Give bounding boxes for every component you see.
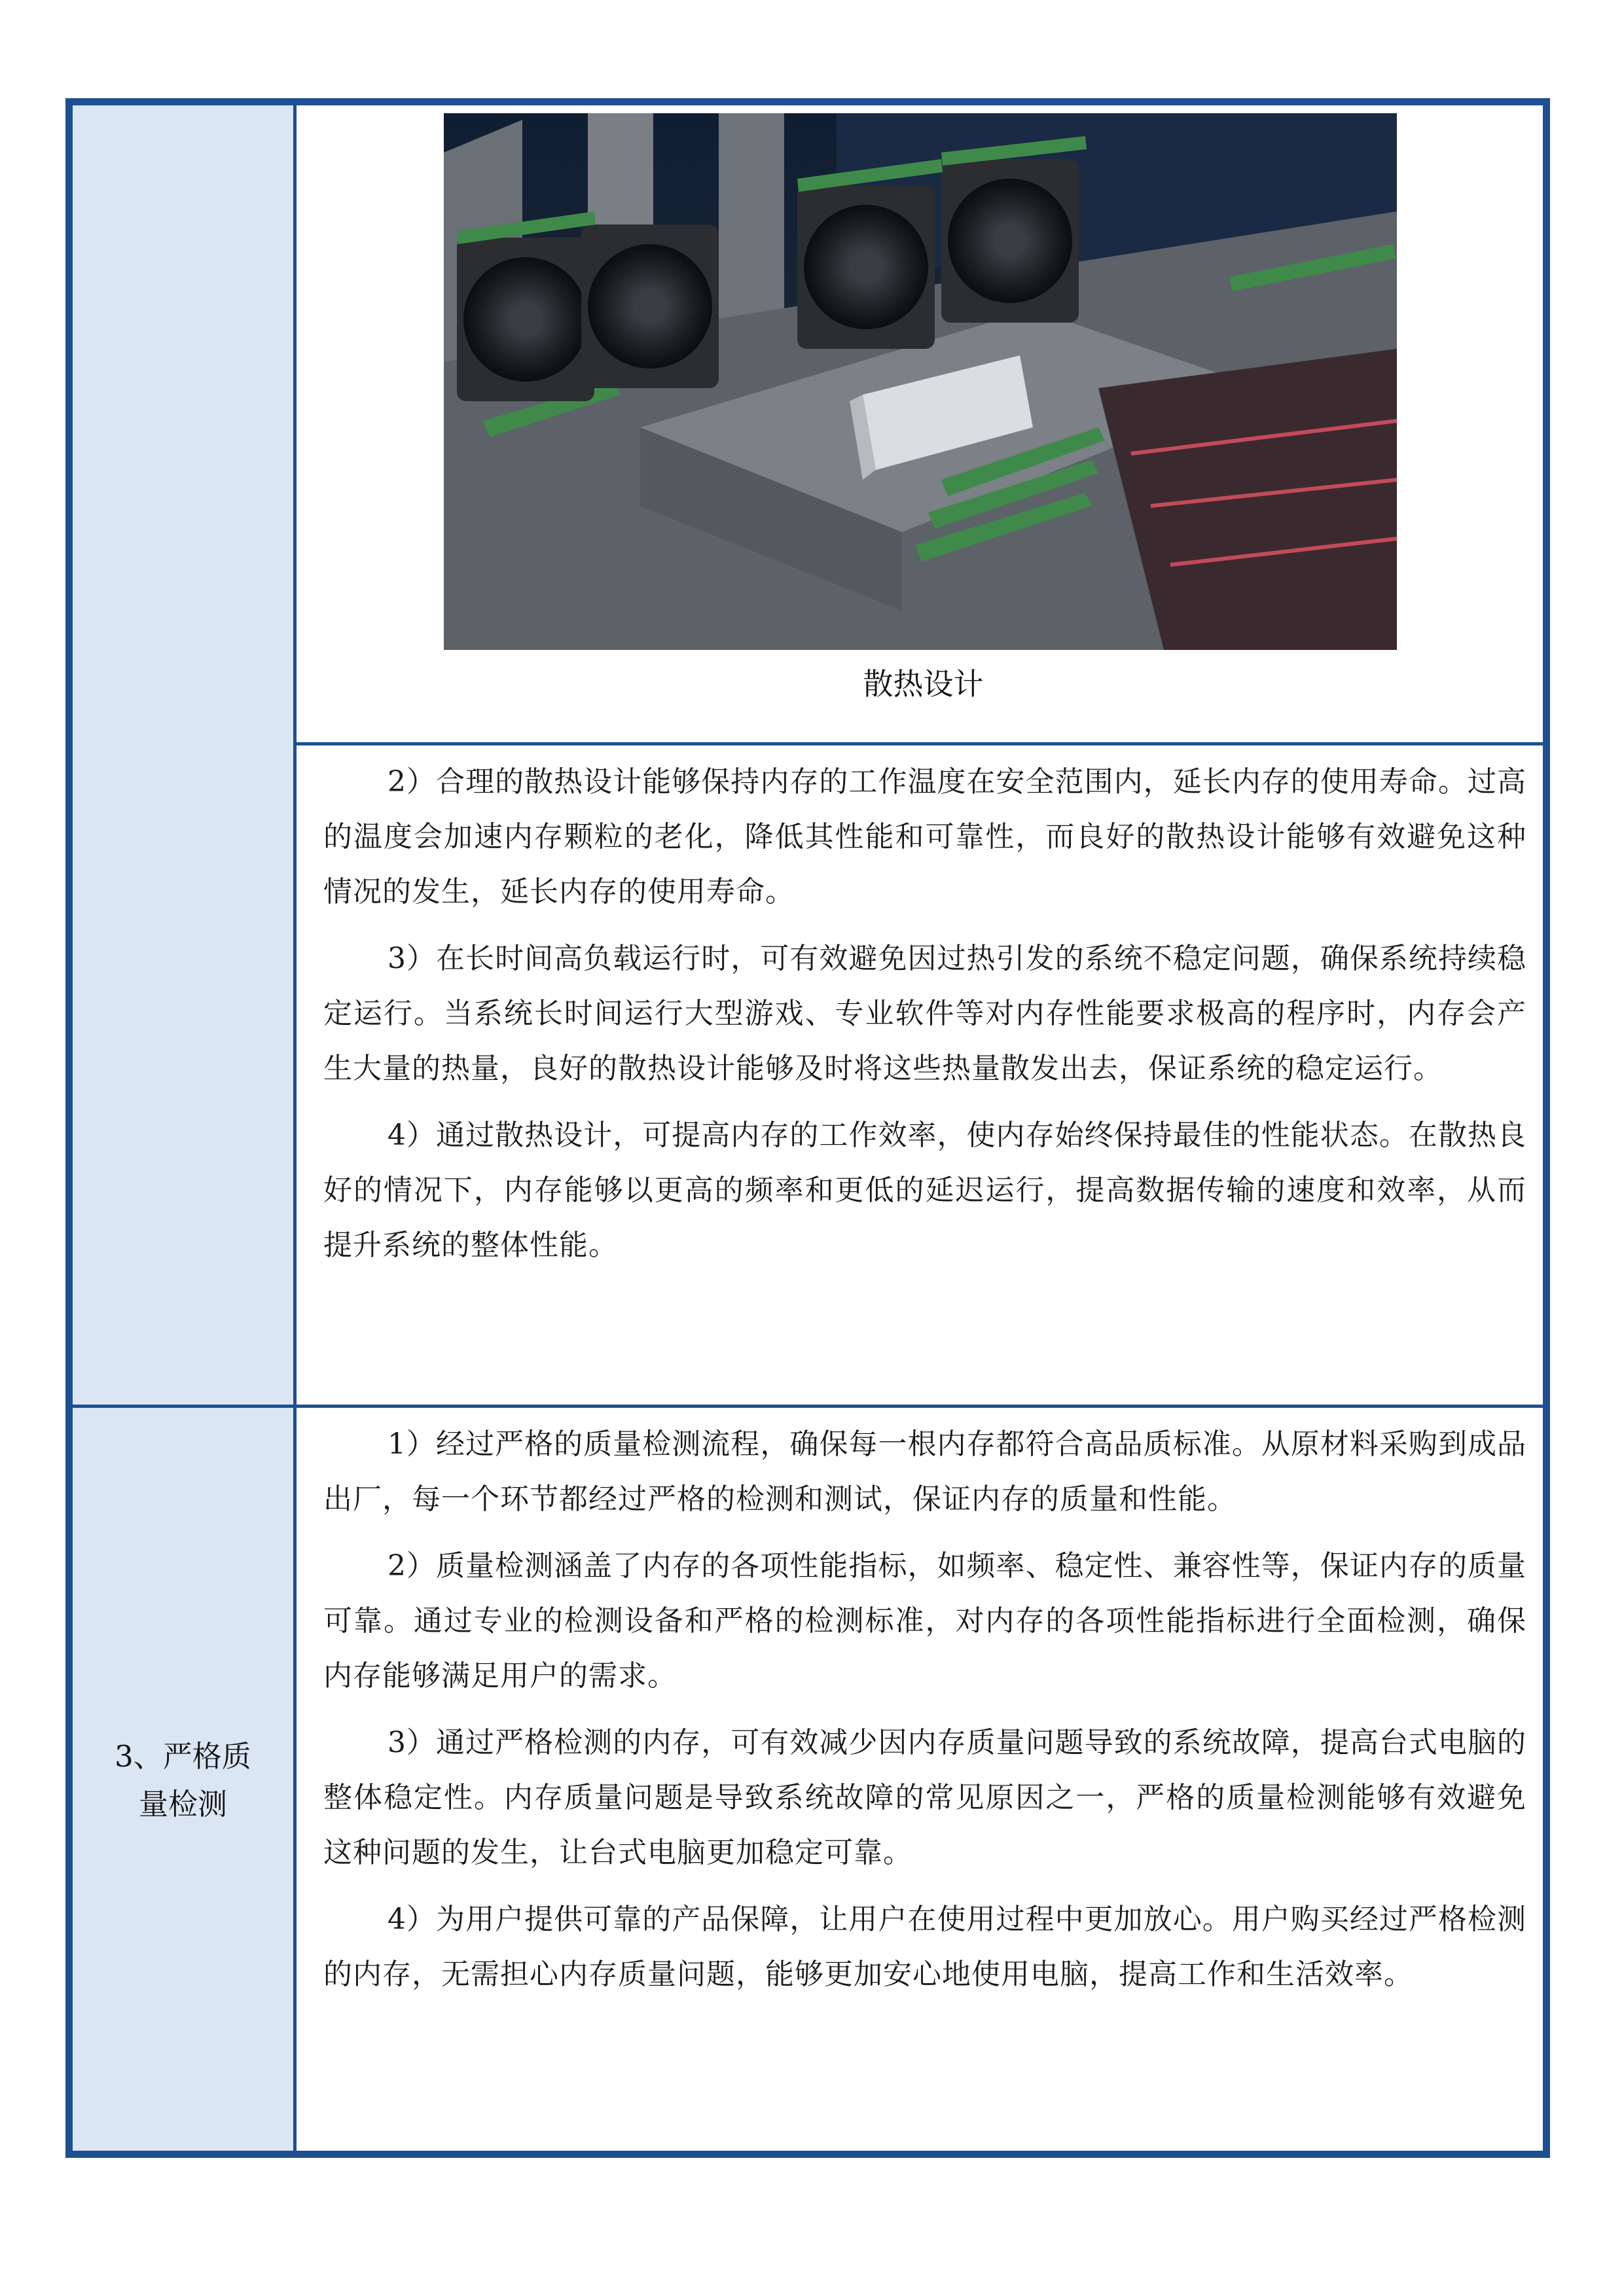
content-table bbox=[65, 98, 1550, 2158]
heat-dissipation-text bbox=[323, 755, 1526, 1285]
paragraph: 2）质量检测涵盖了内存的各项性能指标，如频率、稳定性、兼容性等，保证内存的质量可靠。通过专业的检测设备和严格的检测标准，对内存的各项性能指标进行全面检测，确保内存能够满足用户的需求。 bbox=[323, 1549, 1526, 1693]
label-column bbox=[73, 105, 297, 2151]
row-label-line1: 3、严格质 bbox=[115, 1739, 251, 1774]
row-divider-quality bbox=[73, 1405, 1543, 1408]
paragraph: 4）为用户提供可靠的产品保障，让用户在使用过程中更加放心。用户购买经过严格检测的内存，无需担心内存质量问题，能够更加安心地使用电脑，提高工作和生活效率。 bbox=[323, 1903, 1526, 1991]
row-label-line2: 量检测 bbox=[138, 1787, 227, 1821]
paragraph: 4）通过散热设计，可提高内存的工作效率，使内存始终保持最佳的性能状态。在散热良好的情况下，内存能够以更高的频率和更低的延迟运行，提高数据传输的速度和效率，从而提升系统的整体性能。 bbox=[323, 1119, 1526, 1262]
quality-inspection-text bbox=[323, 1417, 1526, 2014]
row-divider-figure bbox=[297, 742, 1550, 745]
server-cooling-render-image bbox=[444, 113, 1397, 650]
paragraph: 2）合理的散热设计能够保持内存的工作温度在安全范围内，延长内存的使用寿命。过高的温度会加速内存颗粒的老化，降低其性能和可靠性，而良好的散热设计能够有效避免这种情况的发生，延长内存的使用寿命。 bbox=[323, 765, 1526, 908]
paragraph: 3）通过严格检测的内存，可有效减少因内存质量问题导致的系统故障，提高台式电脑的整体稳定性。内存质量问题是导致系统故障的常见原因之一，严格的质量检测能够有效避免这种问题的发生，让台式电脑更加稳定可靠。 bbox=[323, 1726, 1526, 1869]
cooling-design-figure bbox=[444, 113, 1397, 650]
figure-caption: 散热设计 bbox=[863, 666, 984, 702]
paragraph: 1）经过严格的质量检测流程，确保每一根内存都符合高品质标准。从原材料采购到成品出厂，每一个环节都经过严格的检测和测试，保证内存的质量和性能。 bbox=[323, 1427, 1526, 1516]
paragraph: 3）在长时间高负载运行时，可有效避免因过热引发的系统不稳定问题，确保系统持续稳定运行。当系统长时间运行大型游戏、专业软件等对内存性能要求极高的程序时，内存会产生大量的热量，良好的散热设计能够及时将这些热量散发出去，保证系统的稳定运行。 bbox=[323, 942, 1526, 1085]
